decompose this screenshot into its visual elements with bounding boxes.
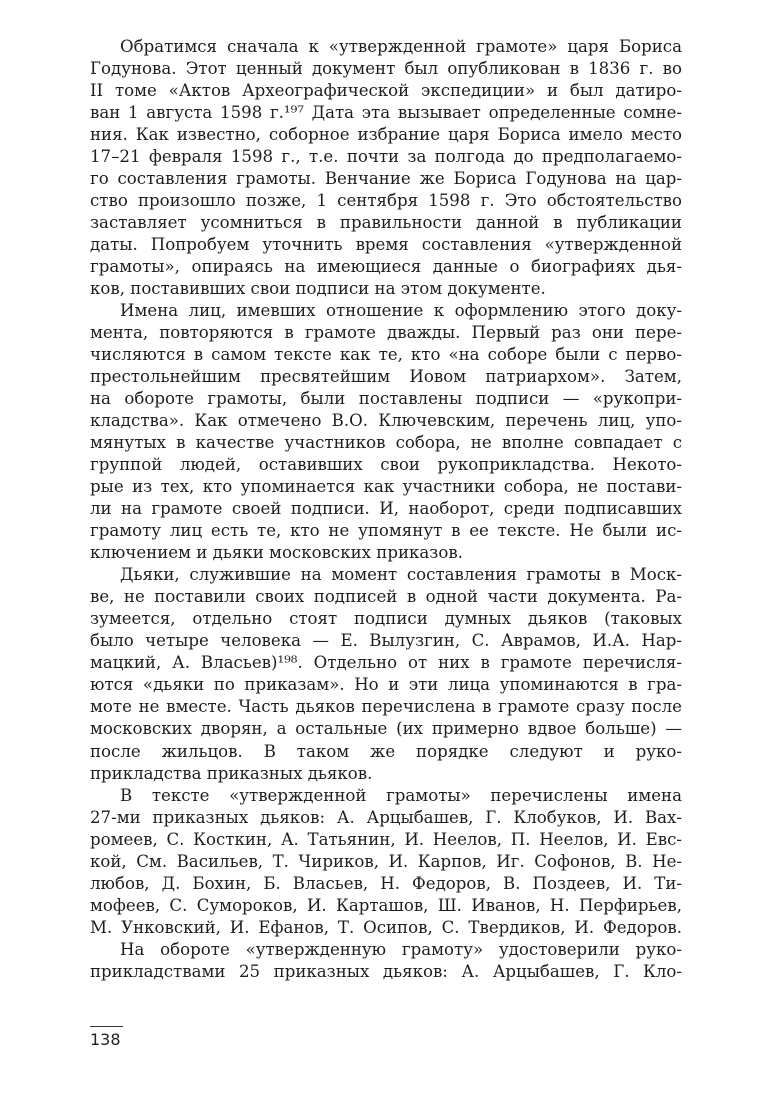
footnote-rule: [90, 1026, 123, 1027]
text-line: числяются в самом тексте как те, кто «на соборе были с перво-: [90, 345, 682, 365]
text-line: кой, См. Васильев, Т. Чириков, И. Карпов, Иг. Софонов, В. Не-: [90, 851, 682, 871]
text-line: зумеется, отдельно стоят подписи думных дьяков (таковых: [90, 609, 682, 629]
text-line: мента, повторяются в грамоте дважды. Первый раз они пере-: [90, 323, 682, 343]
text-line: после жильцов. В таком же порядке следуют и руко-: [90, 741, 682, 761]
page-body: [90, 36, 682, 983]
paragraph: [90, 785, 682, 939]
text-line: ван 1 августа 1598 г.¹⁹⁷ Дата эта вызывает определенные сомне-: [90, 103, 682, 123]
text-line: любов, Д. Бохин, Б. Власьев, Н. Федоров, В. Поздеев, И. Ти-: [90, 873, 682, 893]
text-line: даты. Попробуем уточнить время составления «утвержденной: [90, 235, 682, 255]
text-line: Обратимся сначала к «утвержденной грамоте» царя Бориса: [120, 37, 682, 56]
text-line: заставляет усомниться в правильности данной в публикации: [90, 213, 682, 233]
text-line: Дьяки, служившие на момент составления грамоты в Моск-: [120, 565, 682, 585]
text-line: ются «дьяки по приказам». Но и эти лица упоминаются в гра-: [90, 675, 682, 695]
text-line: московских дворян, а остальные (их примерно вдвое больше) —: [90, 719, 682, 739]
text-line: ве, не поставили своих подписей в одной части документа. Ра-: [90, 587, 682, 607]
text-line: было четыре человека — Е. Вылузгин, С. Аврамов, И.А. Нар-: [90, 631, 682, 651]
text-line: рые из тех, кто упоминается как участники собора, не постави-: [90, 477, 682, 497]
text-line: II томе «Актов Археографической экспедиции» и был датиро-: [90, 81, 682, 101]
text-line: М. Унковский, И. Ефанов, Т. Осипов, С. Твердиков, И. Федоров.: [90, 917, 682, 937]
text-line: мофеев, С. Сумороков, И. Карташов, Ш. Иванов, Н. Перфирьев,: [90, 895, 682, 915]
text-line: ков, поставивших свои подписи на этом документе.: [90, 279, 546, 299]
text-line: престольнейшим пресвятейшим Иовом патриархом». Затем,: [90, 367, 682, 387]
text-line: мянутых в качестве участников собора, не вполне совпадает с: [90, 433, 682, 453]
text-line: 17–21 февраля 1598 г., т.е. почти за полгода до предполагаемо-: [90, 147, 682, 167]
text-line: ромеев, С. Косткин, А. Татьянин, И. Неелов, П. Неелов, И. Евс-: [90, 829, 682, 849]
text-line: Имена лиц, имевших отношение к оформлению этого доку-: [120, 301, 682, 321]
text-line: мацкий, А. Власьев)¹⁹⁸. Отдельно от них в грамоте перечисля-: [90, 653, 682, 673]
text-line: ли на грамоте своей подписи. И, наоборот, среди подписавших: [90, 499, 682, 519]
text-line: группой людей, оставивших свои рукоприкладства. Некото-: [90, 455, 682, 475]
text-line: прикладства приказных дьяков.: [90, 763, 373, 783]
text-line: В тексте «утвержденной грамоты» перечислены имена: [120, 785, 682, 805]
paragraph: [90, 564, 682, 784]
paragraph: [90, 300, 682, 564]
text-line: на обороте грамоты, были поставлены подписи — «рукопри-: [90, 389, 682, 409]
text-line: кладства». Как отмечено В.О. Ключевским, перечень лиц, упо-: [90, 411, 682, 431]
page-number: 138: [90, 1030, 121, 1049]
text-line: ство произошло позже, 1 сентября 1598 г. Это обстоятельство: [90, 191, 682, 211]
text-line: На обороте «утвержденную грамоту» удостоверили руко-: [120, 939, 682, 959]
paragraph: [90, 36, 682, 300]
paragraph: [90, 939, 682, 983]
text-line: грамоты», опираясь на имеющиеся данные о биографиях дья-: [90, 257, 682, 277]
text-line: го составления грамоты. Венчание же Бориса Годунова на цар-: [90, 169, 682, 189]
text-line: ния. Как известно, соборное избрание царя Бориса имело место: [90, 125, 682, 145]
text-line: прикладствами 25 приказных дьяков: А. Арцыбашев, Г. Кло-: [90, 961, 682, 981]
text-line: грамоту лиц есть те, кто не упомянут в ее тексте. Не были ис-: [90, 521, 682, 541]
text-line: 27-ми приказных дьяков: А. Арцыбашев, Г. Клобуков, И. Вах-: [90, 807, 682, 827]
text-line: моте не вместе. Часть дьяков перечислена в грамоте сразу после: [90, 697, 682, 717]
text-line: Годунова. Этот ценный документ был опубликован в 1836 г. во: [90, 59, 682, 79]
text-line: ключением и дьяки московских приказов.: [90, 543, 463, 563]
